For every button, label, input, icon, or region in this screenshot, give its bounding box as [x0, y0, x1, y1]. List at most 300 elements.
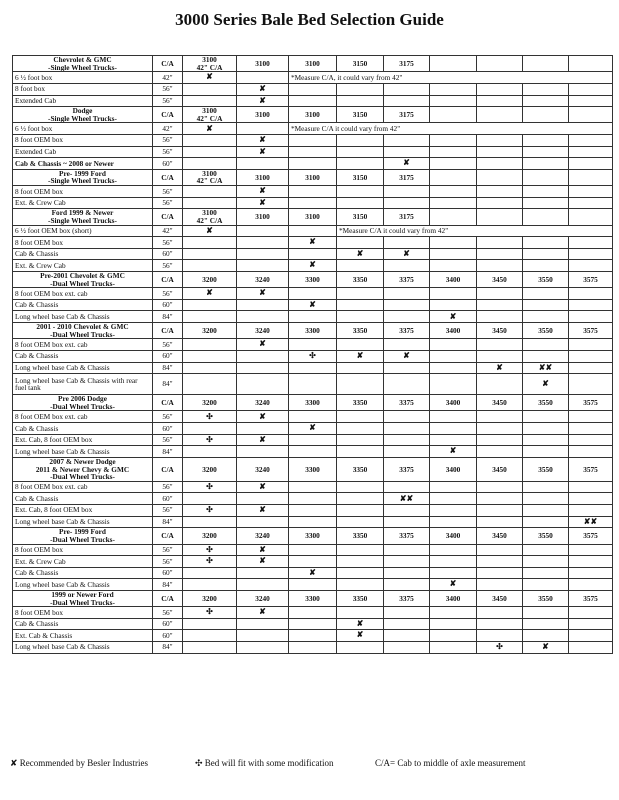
fit-mark [183, 95, 237, 107]
fit-mark [430, 516, 477, 528]
fit-mark [337, 579, 384, 591]
config-label: Ext. Cab & Chassis [13, 630, 153, 642]
fit-mark [337, 362, 384, 374]
ca-value: 56" [153, 83, 183, 95]
ca-value: 84" [153, 516, 183, 528]
fit-mark [289, 339, 337, 351]
fit-mark: ✘ [477, 362, 523, 374]
fit-mark [337, 493, 384, 505]
fit-mark [523, 197, 569, 209]
ca-value: 56" [153, 237, 183, 249]
fit-mark: ✘ [430, 311, 477, 323]
model-header: 3400 [430, 395, 477, 411]
vehicle-heading-line: -Single Wheel Trucks- [48, 113, 117, 123]
fit-mark [477, 423, 523, 435]
ca-value: 84" [153, 579, 183, 591]
vehicle-heading [13, 209, 153, 225]
fit-mark [569, 618, 613, 630]
vehicle-heading-line: -Dual Wheel Trucks- [50, 597, 115, 607]
fit-mark [477, 339, 523, 351]
model-header: 3100 42" C/A [183, 107, 237, 123]
model-header [430, 56, 477, 72]
fit-mark [337, 299, 384, 311]
config-label: Cab & Chassis [13, 567, 153, 579]
model-header: 3350 [337, 271, 384, 287]
fit-mark [337, 505, 384, 517]
fit-mark: ✘ [183, 72, 237, 84]
fit-mark [384, 607, 430, 619]
table-row [13, 556, 613, 568]
fit-mark [384, 516, 430, 528]
model-header: 3200 [183, 457, 237, 481]
fit-mark [523, 158, 569, 170]
fit-mark [477, 481, 523, 493]
fit-mark [384, 146, 430, 158]
fit-mark [523, 579, 569, 591]
config-label: 8 foot OEM box [13, 135, 153, 147]
table-row [13, 72, 613, 84]
fit-mark [430, 135, 477, 147]
ca-value: 56" [153, 434, 183, 446]
fit-mark [430, 481, 477, 493]
ca-value: 56" [153, 288, 183, 300]
fit-mark [237, 350, 289, 362]
ca-header: C/A [153, 395, 183, 411]
fit-mark [523, 135, 569, 147]
fit-mark [477, 505, 523, 517]
model-header [523, 107, 569, 123]
fit-mark [569, 135, 613, 147]
fit-mark [289, 225, 337, 237]
section-header-row [13, 56, 613, 72]
fit-mark [477, 567, 523, 579]
fit-mark [183, 630, 237, 642]
model-header: 3375 [384, 590, 430, 606]
fit-mark [569, 350, 613, 362]
fit-mark [523, 260, 569, 272]
model-header: 3450 [477, 271, 523, 287]
model-header: 3450 [477, 590, 523, 606]
fit-mark [384, 505, 430, 517]
table-row [13, 567, 613, 579]
table-row [13, 481, 613, 493]
fit-mark [384, 197, 430, 209]
vehicle-heading [13, 271, 153, 287]
fit-mark [289, 158, 337, 170]
fit-mark: ✘ [237, 481, 289, 493]
fit-mark [237, 123, 289, 135]
fit-mark [523, 411, 569, 423]
fit-mark [183, 260, 237, 272]
fit-mark: ✣ [183, 544, 237, 556]
model-header: 3240 [237, 395, 289, 411]
fit-mark [384, 260, 430, 272]
vehicle-heading-line: Chevrolet & GMC [53, 55, 112, 64]
fit-mark [289, 311, 337, 323]
fit-mark [237, 641, 289, 653]
section-header-row [13, 323, 613, 339]
vehicle-heading-line: -Single Wheel Trucks- [48, 62, 117, 72]
model-header: 3175 [384, 56, 430, 72]
fit-mark [430, 544, 477, 556]
fit-mark: ✘ [237, 505, 289, 517]
fit-mark [237, 493, 289, 505]
model-header: 3100 [237, 107, 289, 123]
table-row [13, 146, 613, 158]
ca-value: 56" [153, 556, 183, 568]
fit-mark [523, 567, 569, 579]
fit-mark [289, 374, 337, 395]
config-label: Ext. Cab, 8 foot OEM box [13, 434, 153, 446]
fit-mark: ✘ [237, 83, 289, 95]
fit-mark [430, 434, 477, 446]
fit-mark [569, 579, 613, 591]
model-header [569, 107, 613, 123]
model-header: 3175 [384, 169, 430, 185]
fit-mark [569, 288, 613, 300]
fit-mark [384, 481, 430, 493]
vehicle-heading [13, 528, 153, 544]
model-header [430, 209, 477, 225]
fit-mark [477, 556, 523, 568]
table-row [13, 579, 613, 591]
fit-mark: ✘ [289, 299, 337, 311]
ca-header: C/A [153, 271, 183, 287]
vehicle-heading-line: Pre 2006 Dodge [58, 394, 107, 404]
table-row [13, 123, 613, 135]
fit-mark [523, 248, 569, 260]
fit-mark: ✘ [289, 260, 337, 272]
ca-value: 56" [153, 95, 183, 107]
ca-header: C/A [153, 169, 183, 185]
fit-mark [183, 516, 237, 528]
fit-mark: ✘ [237, 544, 289, 556]
fit-mark [430, 95, 477, 107]
fit-mark [430, 158, 477, 170]
fit-mark [183, 135, 237, 147]
fit-mark [289, 641, 337, 653]
fit-mark: ✣ [183, 505, 237, 517]
config-label: Long wheel base Cab & Chassis with rear fuel tank [13, 374, 153, 395]
fit-mark: ✘ [384, 158, 430, 170]
model-header: 3100 [237, 56, 289, 72]
model-header: 3400 [430, 271, 477, 287]
fit-mark [477, 411, 523, 423]
fit-mark: ✘ [430, 579, 477, 591]
section-header-row [13, 271, 613, 287]
config-label: Long wheel base Cab & Chassis [13, 641, 153, 653]
fit-mark [523, 556, 569, 568]
model-header: 3150 [337, 209, 384, 225]
fit-mark [569, 556, 613, 568]
fit-mark: ✘ [289, 567, 337, 579]
fit-mark [384, 579, 430, 591]
section-header-row [13, 457, 613, 481]
fit-mark [337, 197, 384, 209]
table-row [13, 446, 613, 458]
vehicle-heading [13, 56, 153, 72]
fit-mark [183, 567, 237, 579]
fit-mark [337, 339, 384, 351]
fit-mark [384, 446, 430, 458]
fit-mark [183, 339, 237, 351]
fit-mark [430, 299, 477, 311]
fit-mark [569, 362, 613, 374]
fit-mark [237, 446, 289, 458]
config-label: Long wheel base Cab & Chassis [13, 516, 153, 528]
table-row [13, 339, 613, 351]
ca-value: 56" [153, 260, 183, 272]
fit-mark [523, 481, 569, 493]
ca-value: 56" [153, 481, 183, 493]
ca-value: 60" [153, 630, 183, 642]
fit-mark [337, 434, 384, 446]
config-label: 8 foot OEM box ext. cab [13, 411, 153, 423]
ca-value: 60" [153, 350, 183, 362]
table-row [13, 434, 613, 446]
ca-value: 56" [153, 197, 183, 209]
table-row [13, 225, 613, 237]
table-row [13, 618, 613, 630]
model-header: 3240 [237, 590, 289, 606]
ca-value: 60" [153, 423, 183, 435]
model-header: 3400 [430, 457, 477, 481]
ca-header: C/A [153, 107, 183, 123]
vehicle-heading-line: -Single Wheel Trucks- [48, 215, 117, 225]
fit-mark [289, 248, 337, 260]
model-header: 3575 [569, 271, 613, 287]
fit-mark [569, 237, 613, 249]
fit-mark [430, 83, 477, 95]
model-header: 3575 [569, 528, 613, 544]
ca-value: 56" [153, 135, 183, 147]
fit-mark [337, 544, 384, 556]
table-row [13, 186, 613, 198]
fit-mark [289, 197, 337, 209]
section-header-row [13, 395, 613, 411]
fit-mark [477, 248, 523, 260]
fit-mark [430, 505, 477, 517]
model-header: 3150 [337, 107, 384, 123]
model-header: 3375 [384, 323, 430, 339]
fit-mark [430, 186, 477, 198]
fit-mark [523, 350, 569, 362]
vehicle-heading [13, 457, 153, 481]
model-header: 3100 42" C/A [183, 56, 237, 72]
ca-value: 56" [153, 411, 183, 423]
config-label: Cab & Chassis [13, 248, 153, 260]
fit-mark [384, 339, 430, 351]
fit-mark: ✘ [430, 446, 477, 458]
model-header [477, 169, 523, 185]
model-header [477, 209, 523, 225]
table-row [13, 158, 613, 170]
config-label: Ext. & Crew Cab [13, 556, 153, 568]
table-row [13, 288, 613, 300]
fit-mark [569, 95, 613, 107]
fit-mark [523, 146, 569, 158]
fit-mark [337, 83, 384, 95]
fit-mark [430, 339, 477, 351]
fit-mark [430, 248, 477, 260]
fit-mark [477, 434, 523, 446]
fit-mark [289, 544, 337, 556]
fit-mark [569, 197, 613, 209]
fit-mark [384, 544, 430, 556]
fit-mark [430, 567, 477, 579]
fit-mark [183, 83, 237, 95]
ca-value: 56" [153, 146, 183, 158]
selection-guide-table [12, 55, 613, 654]
model-header: 3350 [337, 323, 384, 339]
fit-mark [477, 288, 523, 300]
fit-mark [477, 158, 523, 170]
model-header: 3375 [384, 457, 430, 481]
fit-mark [183, 248, 237, 260]
fit-mark [430, 260, 477, 272]
legend-ca-definition: C/A= Cab to middle of axle measurement [375, 758, 526, 768]
config-label: 6 ½ foot OEM box (short) [13, 225, 153, 237]
fit-mark [289, 95, 337, 107]
config-label: Long wheel base Cab & Chassis [13, 362, 153, 374]
fit-mark [289, 83, 337, 95]
fit-mark [384, 288, 430, 300]
table-row [13, 423, 613, 435]
ca-value: 42" [153, 123, 183, 135]
fit-mark [477, 186, 523, 198]
fit-mark [477, 374, 523, 395]
model-header: 3550 [523, 590, 569, 606]
config-label: 8 foot box [13, 83, 153, 95]
fit-mark: ✘ [183, 288, 237, 300]
fit-mark [523, 618, 569, 630]
ca-value: 84" [153, 374, 183, 395]
model-header: 3200 [183, 528, 237, 544]
fit-mark [337, 567, 384, 579]
model-header: 3450 [477, 395, 523, 411]
fit-mark [477, 579, 523, 591]
fit-mark [237, 618, 289, 630]
fit-mark [569, 158, 613, 170]
config-label: 8 foot OEM box [13, 544, 153, 556]
fit-mark [569, 544, 613, 556]
fit-mark: ✘ [237, 146, 289, 158]
fit-mark: ✘ [237, 288, 289, 300]
fit-mark [569, 411, 613, 423]
model-header: 3550 [523, 528, 569, 544]
vehicle-heading-line: 2007 & Newer Dodge [49, 457, 116, 466]
fit-mark: ✣ [183, 556, 237, 568]
model-header: 3100 [289, 169, 337, 185]
fit-mark: ✘ [237, 607, 289, 619]
fit-mark [183, 197, 237, 209]
ca-value: 56" [153, 186, 183, 198]
fit-mark [384, 135, 430, 147]
fit-mark [477, 618, 523, 630]
fit-mark [430, 362, 477, 374]
vehicle-heading [13, 107, 153, 123]
model-header: 3400 [430, 528, 477, 544]
fit-mark [430, 630, 477, 642]
config-label: Extended Cab [13, 95, 153, 107]
vehicle-heading-line: Pre- 1999 Ford [59, 527, 106, 537]
fit-mark: ✘✘ [523, 362, 569, 374]
fit-mark [477, 446, 523, 458]
table-row [13, 248, 613, 260]
fit-mark [569, 434, 613, 446]
fit-mark [337, 516, 384, 528]
model-header: 3550 [523, 323, 569, 339]
model-header [523, 209, 569, 225]
config-label: Ext. & Crew Cab [13, 197, 153, 209]
fit-mark [384, 411, 430, 423]
fit-mark [237, 374, 289, 395]
table-row [13, 630, 613, 642]
vehicle-heading-line: 2011 & Newer Chevy & GMC [35, 464, 130, 474]
fit-mark [183, 618, 237, 630]
fit-mark: ✘ [237, 411, 289, 423]
fit-mark [237, 630, 289, 642]
fit-mark: ✘ [237, 434, 289, 446]
vehicle-heading-line: -Dual Wheel Trucks- [50, 401, 115, 411]
fit-mark [289, 505, 337, 517]
fit-mark [289, 146, 337, 158]
ca-value: 56" [153, 607, 183, 619]
model-header: 3240 [237, 323, 289, 339]
vehicle-heading [13, 169, 153, 185]
fit-mark [523, 288, 569, 300]
fit-mark [523, 630, 569, 642]
fit-mark [569, 630, 613, 642]
fit-mark [183, 493, 237, 505]
model-header: 3450 [477, 457, 523, 481]
fit-mark [183, 146, 237, 158]
ca-value: 56" [153, 339, 183, 351]
model-header: 3350 [337, 590, 384, 606]
fit-mark [183, 374, 237, 395]
fit-mark [337, 423, 384, 435]
table-row [13, 83, 613, 95]
config-label: Cab & Chassis [13, 350, 153, 362]
config-label: Cab & Chassis [13, 299, 153, 311]
fit-mark [289, 411, 337, 423]
fit-mark [337, 158, 384, 170]
fit-mark: ✘ [237, 556, 289, 568]
model-header: 3550 [523, 395, 569, 411]
model-header: 3175 [384, 209, 430, 225]
model-header: 3200 [183, 323, 237, 339]
fit-mark [337, 374, 384, 395]
fit-mark [430, 607, 477, 619]
measure-note: *Measure C/A, it could vary from 42" [289, 72, 613, 84]
fit-mark [569, 493, 613, 505]
fit-mark [477, 83, 523, 95]
model-header: 3450 [477, 323, 523, 339]
ca-header: C/A [153, 323, 183, 339]
ca-value: 84" [153, 641, 183, 653]
fit-mark [183, 237, 237, 249]
fit-mark [430, 288, 477, 300]
fit-mark [237, 362, 289, 374]
ca-header: C/A [153, 590, 183, 606]
fit-mark: ✘ [237, 186, 289, 198]
model-header: 3300 [289, 590, 337, 606]
fit-mark [569, 481, 613, 493]
fit-mark [384, 567, 430, 579]
vehicle-heading-line: -Dual Wheel Trucks- [50, 278, 115, 288]
model-header: 3400 [430, 323, 477, 339]
fit-mark [477, 135, 523, 147]
